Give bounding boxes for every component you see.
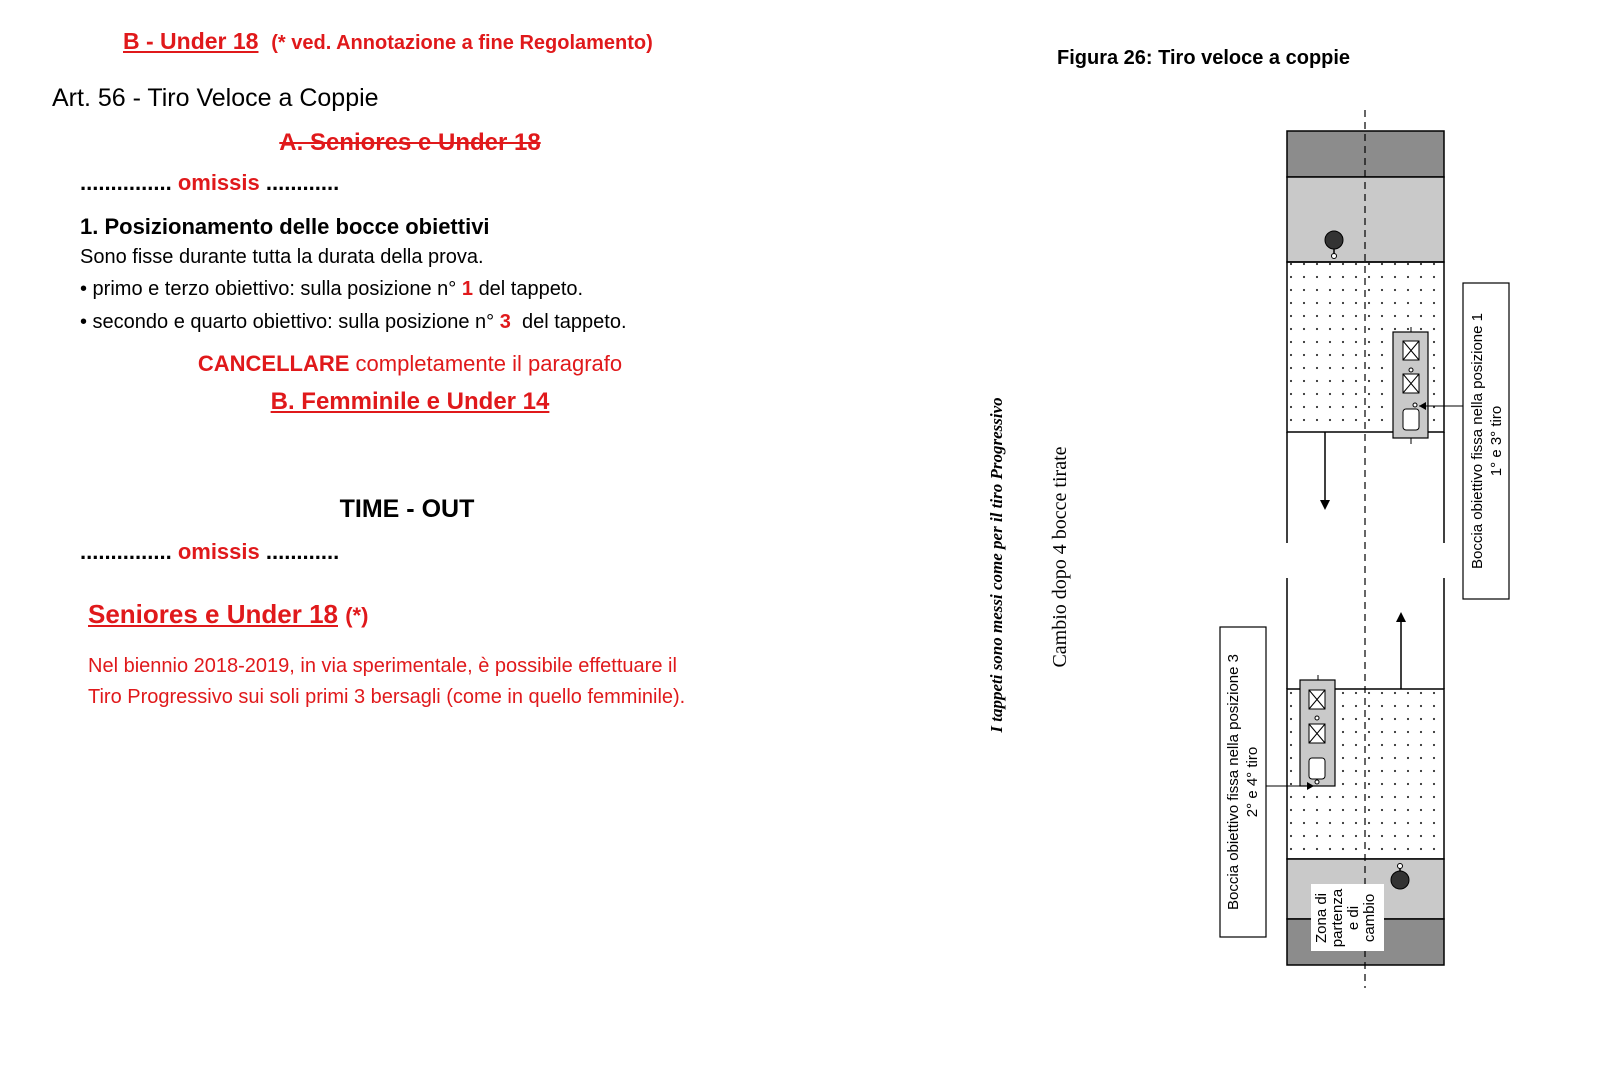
bullet2-text: • secondo e quarto obiettivo: sulla posizione n° (80, 311, 495, 333)
target-box-bottom (1300, 675, 1335, 786)
label-pos1-line2: 1° e 3° tiro (1488, 405, 1505, 477)
bullet1-number: 1 (461, 278, 473, 300)
subtitle-b-label: B - Under 18 (123, 28, 259, 54)
omissis-word: omissis (177, 170, 260, 195)
label-pos3-line2: 2° e 4° tiro (1244, 746, 1261, 818)
target-box-top (1393, 327, 1428, 444)
zone-line1: Zona di (1313, 892, 1330, 944)
vertical-cambio-note: Cambio dopo 4 bocce tirate (1049, 446, 1071, 668)
positioning-intro: Sono fisse durante tutta la durata della prova. (80, 246, 484, 268)
omissis-dots-right: ............ (265, 170, 340, 195)
article-title: Art. 56 - Tiro Veloce a Coppie (52, 84, 379, 112)
zone-line3: e di (1345, 905, 1362, 931)
section-a-struck: A. Seniores e Under 18 (279, 129, 541, 156)
zone-line4: cambio (1361, 893, 1378, 943)
vertical-italic-note: I tappeti sono messi come per il tiro Progressivo (987, 397, 1006, 733)
section-b-text: B. Femminile e Under 14 (270, 388, 550, 415)
positioning-heading: 1. Posizionamento delle bocce obiettivi (80, 214, 490, 239)
bullet1-text: • primo e terzo obiettivo: sulla posizione n° (80, 278, 457, 300)
label-pos3-line1: Boccia obiettivo fissa nella posizione 3 (1225, 654, 1242, 910)
omissis-dots-left: ............... (80, 170, 172, 195)
seniores-asterisk: (*) (345, 603, 369, 628)
cancel-keyword: CANCELLARE (197, 351, 350, 376)
arrow-down-icon (1320, 432, 1330, 510)
cancel-rest: completamente il paragrafo (355, 351, 623, 376)
bullet1-suffix: del tappeto. (478, 278, 584, 300)
figure-caption: Figura 26: Tiro veloce a coppie (1057, 47, 1351, 69)
timeout-heading: TIME - OUT (339, 495, 475, 523)
note-line-2: Tiro Progressivo sui soli primi 3 bersagli (come in quello femminile). (88, 686, 686, 708)
arrow-up-icon (1396, 612, 1406, 689)
label-pos1-line1: Boccia obiettivo fissa nella posizione 1 (1469, 313, 1486, 569)
bullet2-number: 3 (499, 311, 511, 333)
zone-line2: partenza (1329, 888, 1346, 948)
subtitle-b-note: (* ved. Annotazione a fine Regolamento) (271, 32, 653, 54)
omissis2-dots-left: ............... (80, 539, 172, 564)
bullet2-suffix: del tappeto. (521, 311, 627, 333)
omissis2-word: omissis (177, 539, 260, 564)
seniores-title-text: Seniores e Under 18 (88, 599, 338, 629)
note-line-1: Nel biennio 2018-2019, in via sperimentale, è possibile effettuare il (88, 655, 677, 677)
omissis2-dots-right: ............ (265, 539, 340, 564)
